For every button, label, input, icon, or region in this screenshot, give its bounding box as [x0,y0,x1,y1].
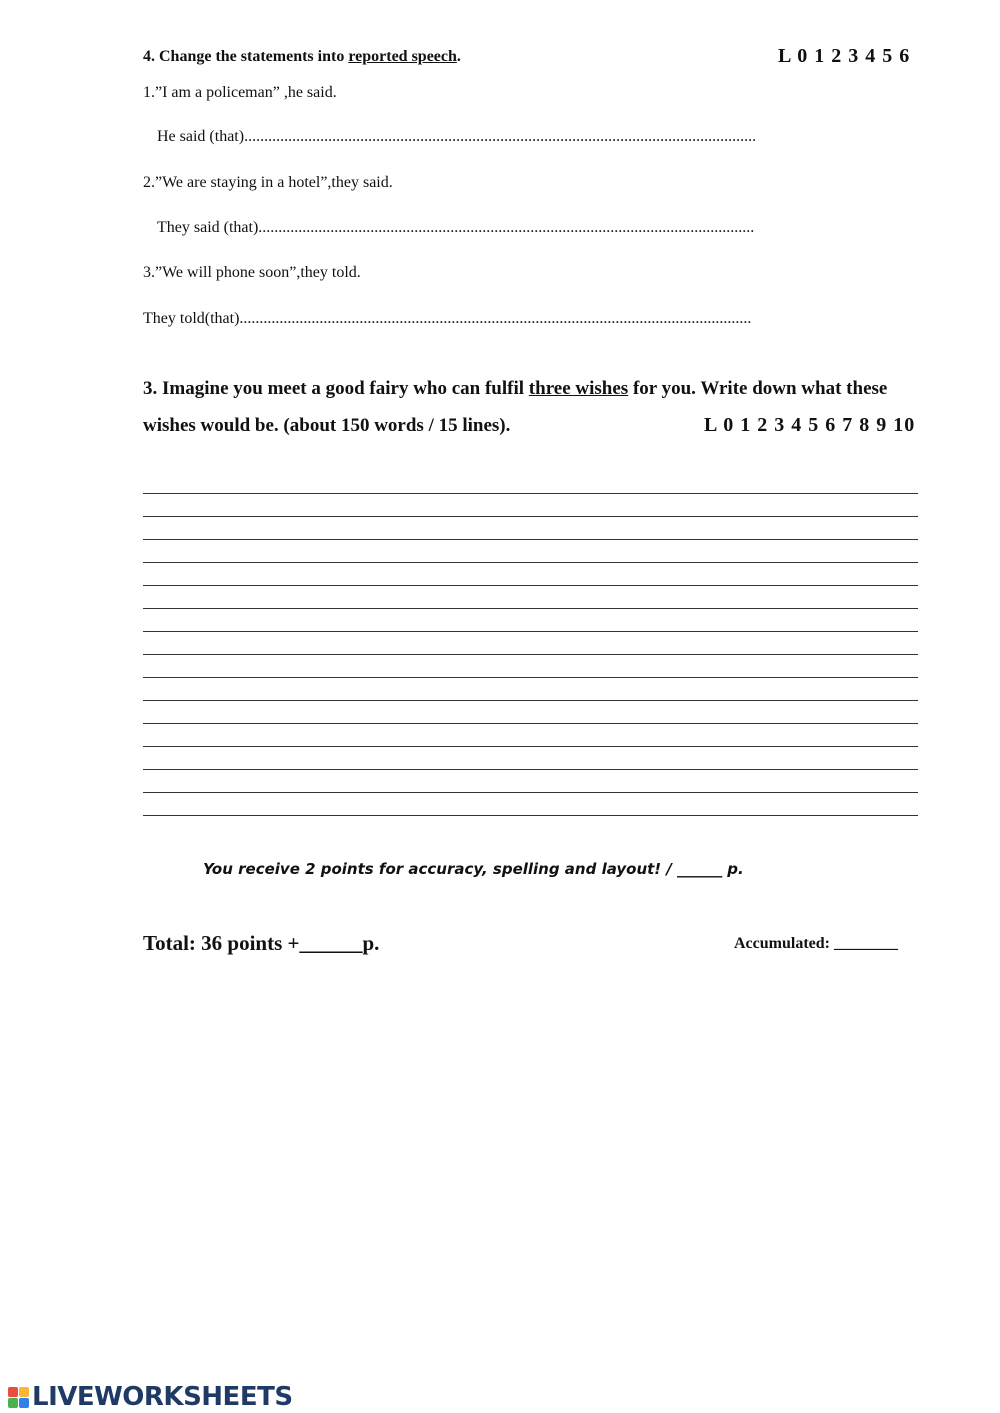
logo-blocks-icon [8,1387,29,1408]
accumulated-points: Accumulated: ________ [734,935,898,952]
writing-line[interactable] [143,792,918,793]
exercise-3-score: L 0 1 2 3 4 5 6 7 8 9 10 [704,414,916,436]
exercise-3-heading-prefix: 3. Imagine you meet a good fairy who can fulfil [143,378,529,399]
writing-line[interactable] [143,539,918,540]
three-wishes-underlined: three wishes [528,378,629,399]
item-2-answer-line[interactable]: They said (that)............................................................................................................................ [157,219,755,236]
writing-line[interactable] [143,700,918,701]
exercise-4-score: L 0 1 2 3 4 5 6 [778,45,911,67]
logo-text: LIVEWORKSHEETS [32,1382,293,1412]
writing-line[interactable] [143,585,918,586]
exercise-3-heading-line-1 [143,378,887,400]
writing-line[interactable] [143,746,918,747]
writing-line[interactable] [143,815,918,816]
writing-line[interactable] [143,769,918,770]
item-3-answer-line[interactable]: They told(that)................................................................................................................................ [143,310,752,327]
item-3-prompt: 3.”We will phone soon”,they told. [143,264,361,281]
item-1-answer-line[interactable]: He said (that)................................................................................................................................ [157,128,757,145]
item-2-prompt: 2.”We are staying in a hotel”,they said. [143,174,393,191]
writing-line[interactable] [143,562,918,563]
exercise-3-heading-line-2: wishes would be. (about 150 words / 15 lines). [143,415,511,436]
writing-area[interactable] [143,493,918,838]
liveworksheets-logo [8,1382,293,1412]
writing-line[interactable] [143,723,918,724]
exercise-4-heading-suffix: . [456,48,461,65]
writing-line[interactable] [143,608,918,609]
writing-line[interactable] [143,631,918,632]
reported-speech-underlined: reported speech [348,48,457,65]
exercise-4-heading-prefix: 4. Change the statements into [143,48,349,65]
exercise-4-heading [143,48,461,66]
writing-line[interactable] [143,516,918,517]
writing-line[interactable] [143,493,918,494]
writing-line[interactable] [143,677,918,678]
points-note: You receive 2 points for accuracy, spelling and layout! / ______ p. [203,860,744,878]
item-1-prompt: 1.”I am a policeman” ,he said. [143,84,337,101]
total-points: Total: 36 points +______p. [143,931,380,955]
writing-line[interactable] [143,654,918,655]
exercise-3-heading-suffix: for you. Write down what these [628,378,888,399]
